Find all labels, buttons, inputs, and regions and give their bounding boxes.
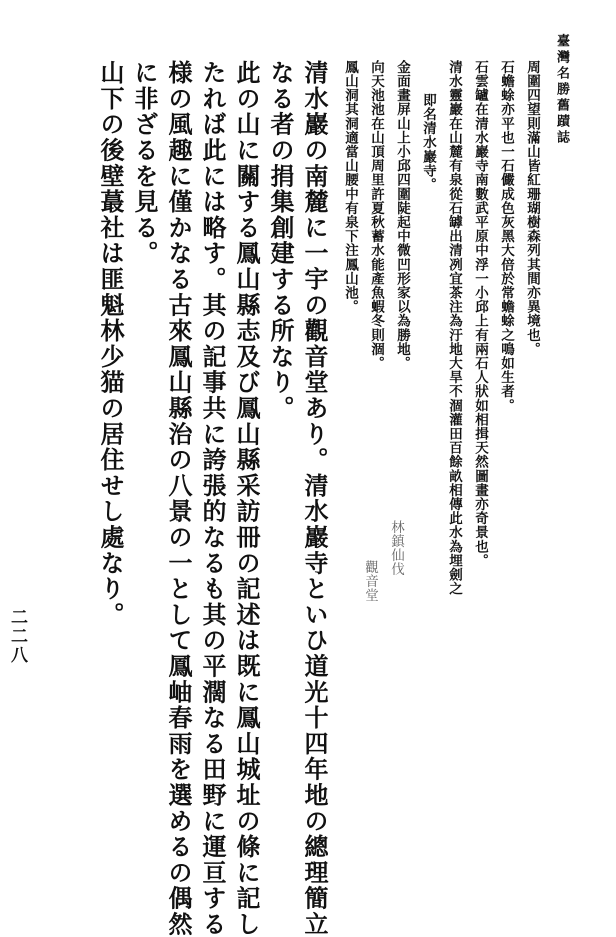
- prose-line: 山下の後壁蕞社は匪魁林少猫の居住せし處なり。: [96, 60, 125, 628]
- bleed-through-fragment: 林鎮仙伐: [388, 520, 404, 577]
- prose-line: たれば此には略す。其の記事共に誇張的なるも其の平濶なる田野に運亘する: [198, 60, 227, 937]
- poem-line: 石蟾蜍亦平也一石儼成色灰黑大倍於常蟾蜍之鳴如生者。: [498, 60, 514, 413]
- page-number: 二二八: [7, 608, 27, 665]
- poem-line: 石雲罏在清水巖寺南數武平原中浮一小邱上有兩石人狀如相揖天然圖畫亦奇景也。: [472, 60, 488, 568]
- prose-line: 様の風趣に僅かなる古來鳳山縣治の八景の一として鳳岫春雨を選めるの偶然: [164, 60, 193, 937]
- poem-line: 鳳山洞其洞適當山腰中有泉下注鳳山池。: [342, 60, 358, 314]
- prose-line: に非ざるを見る。: [130, 60, 159, 267]
- prose-line: なる者の捐集創建する所なり。: [266, 60, 295, 422]
- prose-line: 此の山に關する鳳山縣志及び鳳山縣采訪冊の記述は既に鳳山城址の條に記し: [232, 60, 261, 937]
- poem-line: 向天池池在山頂周里許夏秋蓄水能產魚蝦冬則涸。: [368, 60, 384, 371]
- poem-line: 清水靈巖在山麓有泉從石罅出清冽宜茶注為汙地大旱不涸灌田百餘畝相傳此水為埋劍之: [446, 60, 462, 596]
- poem-line: 即名清水巖寺。: [420, 93, 436, 192]
- running-header: 臺灣名勝舊蹟誌: [554, 34, 569, 146]
- bleed-through-fragment: 觀音堂: [362, 560, 378, 603]
- poem-line: 周圍四望則滿山皆紅珊瑚樹森列其間亦異境也。: [524, 60, 540, 357]
- poem-line: 金面畫屏山上小邱四圍陡起中微凹形家以為勝地。: [394, 60, 410, 371]
- prose-line: 清水巖の南麓に一宇の觀音堂あり。清水巖寺といひ道光十四年地の總理簡立: [300, 60, 329, 937]
